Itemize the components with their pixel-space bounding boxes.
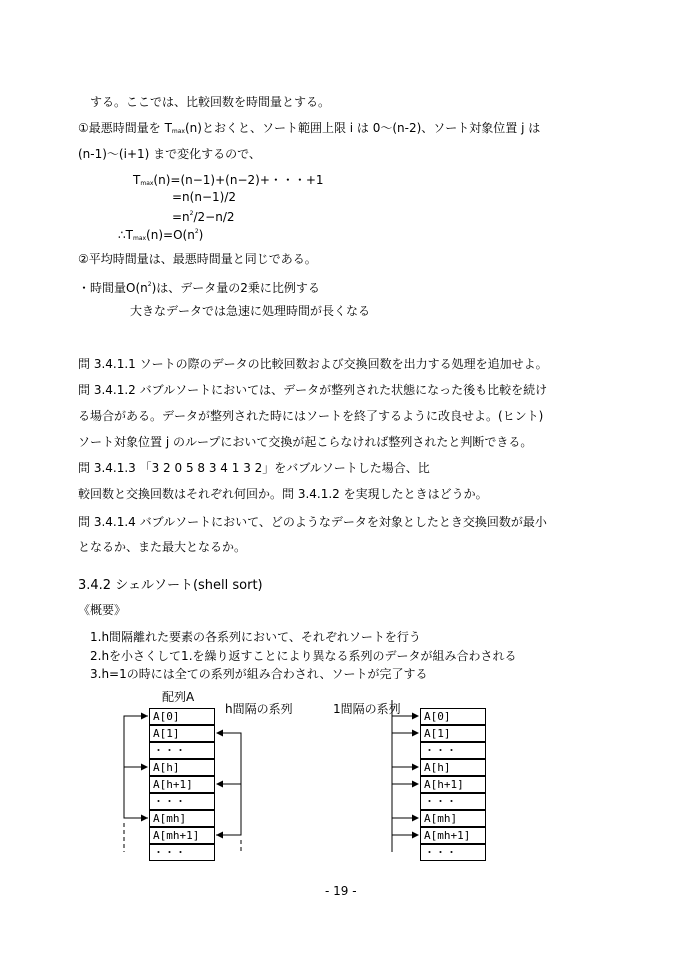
right-cell-ellipsis-1: ・・・ xyxy=(420,742,486,759)
h-series-label: h間隔の系列 xyxy=(225,702,293,716)
right-cell-ellipsis-3: ・・・ xyxy=(420,844,486,861)
section-heading: 3.4.2 シェルソート(shell sort) xyxy=(78,578,263,593)
overview-item-2: 2.hを小さくして1.を繰り返すことにより異なる系列のデータが組み合わされる xyxy=(90,649,517,663)
eq3-a: =n xyxy=(172,210,190,224)
eq3-b: /2−n/2 xyxy=(193,210,235,224)
left-cell-ah1: A[h+1] xyxy=(149,776,215,793)
question-3-4-1-3-line-2: 較回数と交換回数はそれぞれ何回か。問 3.4.1.2 を実現したときはどうか。 xyxy=(78,487,488,501)
left-cell-a1: A[1] xyxy=(149,725,215,742)
right-cell-a0: A[0] xyxy=(420,708,486,725)
page-number: - 19 - xyxy=(325,884,357,898)
right-cell-amh: A[mh] xyxy=(420,810,486,827)
overview-item-3: 3.h=1の時には全ての系列が組み合わされ、ソートが完了する xyxy=(90,667,428,681)
eq3-superscript: 2 xyxy=(189,210,194,217)
left-cell-ellipsis-2: ・・・ xyxy=(149,793,215,810)
right-cell-a1: A[1] xyxy=(420,725,486,742)
time-note-line: 大きなデータでは急速に処理時間が長くなる xyxy=(130,304,371,318)
question-3-4-1-2-line-2: る場合がある。データが整列された時にはソートを終了するように改良せよ。(ヒント) xyxy=(78,409,544,423)
eq4-subscript: max xyxy=(132,235,147,242)
time-superscript: 2 xyxy=(147,281,152,288)
eq4-b: (n)=O(n xyxy=(146,228,195,242)
right-cell-ah: A[h] xyxy=(420,759,486,776)
equation-1 xyxy=(133,173,324,191)
right-cell-ellipsis-2: ・・・ xyxy=(420,793,486,810)
one-series-label: 1間隔の系列 xyxy=(333,702,401,716)
eq1-rest: (n)=(n−1)+(n−2)+・・・+1 xyxy=(153,173,324,187)
worst-case-line xyxy=(78,121,540,139)
left-cell-ellipsis-3: ・・・ xyxy=(149,844,215,861)
eq1-subscript: max xyxy=(140,180,154,187)
eq4-superscript: 2 xyxy=(194,228,199,235)
left-cell-a0: A[0] xyxy=(149,708,215,725)
question-3-4-1-3-line-1: 問 3.4.1.3 「3 2 0 5 8 3 4 1 3 2」をバブルソートした場合、比 xyxy=(78,461,430,475)
question-3-4-1-2-line-3: ソート対象位置 j のループにおいて交換が起こらなければ整列されたと判断できる。 xyxy=(78,435,533,449)
equation-2: =n(n−1)/2 xyxy=(172,190,236,204)
average-case-line: ②平均時間量は、最悪時間量と同じである。 xyxy=(78,252,317,266)
equation-3 xyxy=(172,207,235,224)
worst-case-subscript: max xyxy=(171,128,185,135)
left-cell-amh: A[mh] xyxy=(149,810,215,827)
left-h-series-link xyxy=(124,716,148,818)
left-cell-ellipsis-1: ・・・ xyxy=(149,742,215,759)
right-h-series-link xyxy=(216,733,241,835)
eq1-t: T xyxy=(133,173,141,187)
time-b: )は、データ量の2乗に比例する xyxy=(151,281,320,295)
question-3-4-1-1: 問 3.4.1.1 ソートの際のデータの比較回数および交換回数を出力する処理を追加せよ。 xyxy=(78,357,548,371)
right-cell-ah1: A[h+1] xyxy=(420,776,486,793)
overview-item-1: 1.h間隔離れた要素の各系列において、それぞれソートを行う xyxy=(90,630,421,644)
eq4-a: ∴T xyxy=(118,228,133,242)
eq4-c: ) xyxy=(198,228,204,242)
left-cell-amh1: A[mh+1] xyxy=(149,827,215,844)
time-complexity-line xyxy=(78,278,320,295)
worst-case-text: ①最悪時間量を T xyxy=(78,121,172,135)
right-cell-amh1: A[mh+1] xyxy=(420,827,486,844)
question-3-4-1-4-line-1: 問 3.4.1.4 バブルソートにおいて、どのようなデータを対象としたとき交換回数が最小 xyxy=(78,515,547,529)
left-cell-ah: A[h] xyxy=(149,759,215,776)
overview-heading: 《概要》 xyxy=(78,603,127,617)
intro-line: する。ここでは、比較回数を時間量とする。 xyxy=(90,95,331,109)
equation-4 xyxy=(118,225,203,246)
worst-case-line-2: (n-1)〜(i+1) まで変化するので、 xyxy=(78,147,261,161)
worst-case-text-rest: (n)とおくと、ソート範囲上限 i は 0〜(n-2)、ソート対象位置 j は xyxy=(184,121,541,135)
question-3-4-1-2-line-1: 問 3.4.1.2 バブルソートにおいては、データが整列された状態になった後も比較を続け xyxy=(78,383,548,397)
time-a: ・時間量O(n xyxy=(78,281,148,295)
question-3-4-1-4-line-2: となるか、また最大となるか。 xyxy=(78,540,247,554)
array-label: 配列A xyxy=(162,690,195,704)
